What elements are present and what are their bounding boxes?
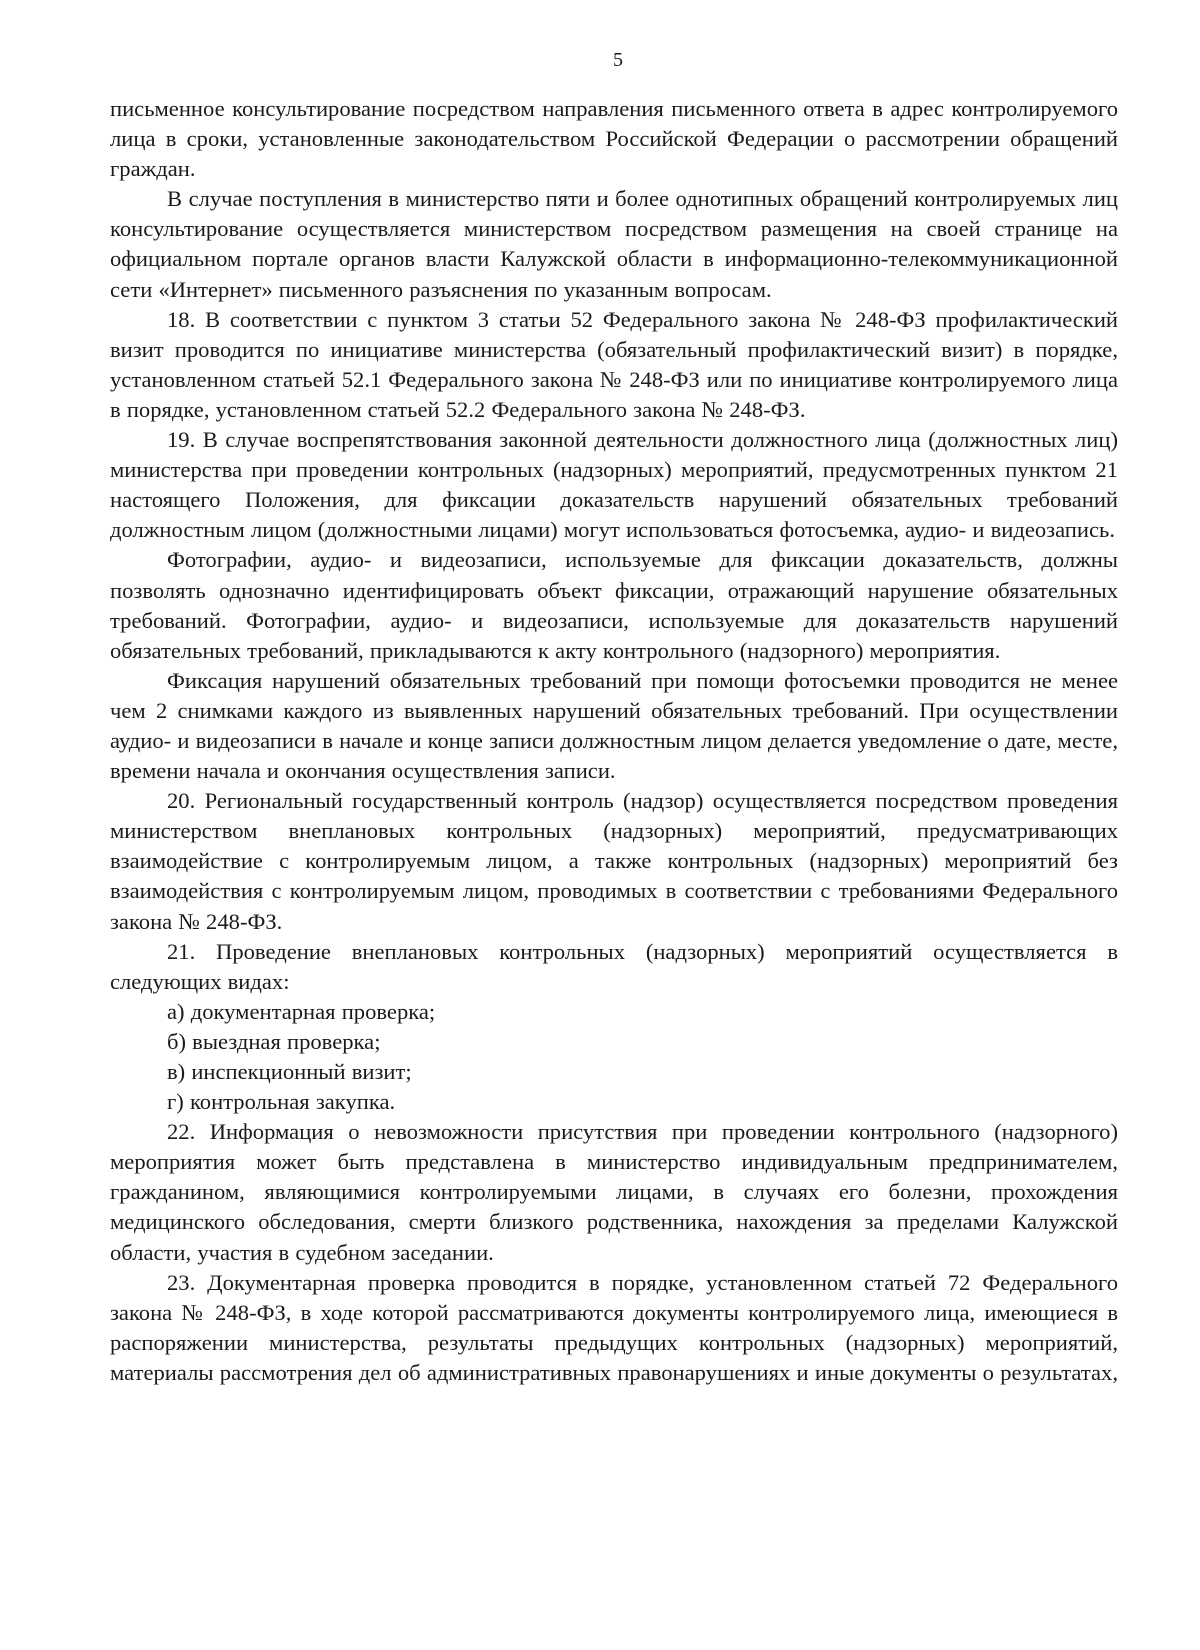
paragraph: 18. В соответствии с пунктом 3 статьи 52 Федерального закона № 248-ФЗ профилактический визит проводится по инициативе министерства (обязательный профилактический визит) в порядке, установленном статьей 52.1 Федерального закона № 248-ФЗ или по инициативе контролируемого лица в порядке, установленном статьей 52.2 Федерального закона № 248-ФЗ. [110, 306, 1118, 422]
list-item: а) документарная проверка; [167, 998, 436, 1024]
paragraph: 21. Проведение внеплановых контрольных (надзорных) мероприятий осуществляется в следующих видах: [110, 938, 1118, 994]
list-item: г) контрольная закупка. [167, 1089, 396, 1115]
paragraph: 20. Региональный государственный контроль (надзор) осуществляется посредством проведения министерством внеплановых контрольных (надзорных) мероприятий, предусматривающих взаимодействие с контролируемым лицом, а также контрольных (надзорных) мероприятий без взаимодействия с контролируемым лицом, проводимых в соответствии с требованиями Федерального закона № 248-ФЗ. [110, 788, 1118, 934]
paragraph: 19. В случае воспрепятствования законной деятельности должностного лица (должностных лиц) министерства при проведении контрольных (надзорных) мероприятий, предусмотренных пунктом 21 настоящего Положения, для фиксации доказательств нарушений обязательных требований должностным лицом (должностными лицами) могут использоваться фотосъемка, аудио- и видеозапись. [110, 427, 1118, 543]
document-body [110, 94, 1118, 1388]
list-item: б) выездная проверка; [167, 1028, 381, 1054]
paragraph: В случае поступления в министерство пяти и более однотипных обращений контролируемых лиц консультирование осуществляется министерством посредством размещения на своей странице на официальном портале органов власти Калужской области в информационно-телекоммуникационной сети «Интернет» письменного разъяснения по указанным вопросам. [110, 186, 1118, 302]
paragraph: Фотографии, аудио- и видеозаписи, используемые для фиксации доказательств, должны позволять однозначно идентифицировать объект фиксации, отражающий нарушение обязательных требований. Фотографии, аудио- и видеозаписи, используемые для доказательств нарушений обязательных требований, прикладываются к акту контрольного (надзорного) мероприятия. [110, 547, 1118, 663]
paragraph: 23. Документарная проверка проводится в порядке, установленном статьей 72 Федерального закона № 248-ФЗ, в ходе которой рассматриваются документы контролируемого лица, имеющиеся в распоряжении министерства, результаты предыдущих контрольных (надзорных) мероприятий, материалы рассмотрения дел об административных правонарушениях и иные документы о результатах, [110, 1269, 1118, 1385]
paragraph: Фиксация нарушений обязательных требований при помощи фотосъемки проводится не менее чем 2 снимками каждого из выявленных нарушений обязательных требований. При осуществлении аудио- и видеозаписи в начале и конце записи должностным лицом делается уведомление о дате, месте, времени начала и окончания осуществления записи. [110, 667, 1118, 784]
page-number: 5 [613, 49, 623, 71]
paragraph: письменное консультирование посредством направления письменного ответа в адрес контролируемого лица в сроки, установленные законодательством Российской Федерации о рассмотрении обращений граждан. [110, 96, 1118, 182]
paragraph: 22. Информация о невозможности присутствия при проведении контрольного (надзорного) мероприятия может быть представлена в министерство индивидуальным предпринимателем, гражданином, являющимися контролируемыми лицами, в случаях его болезни, прохождения медицинского обследования, смерти близкого родственника, нахождения за пределами Калужской области, участия в судебном заседании. [110, 1119, 1118, 1265]
list-item: в) инспекционный визит; [167, 1059, 412, 1084]
